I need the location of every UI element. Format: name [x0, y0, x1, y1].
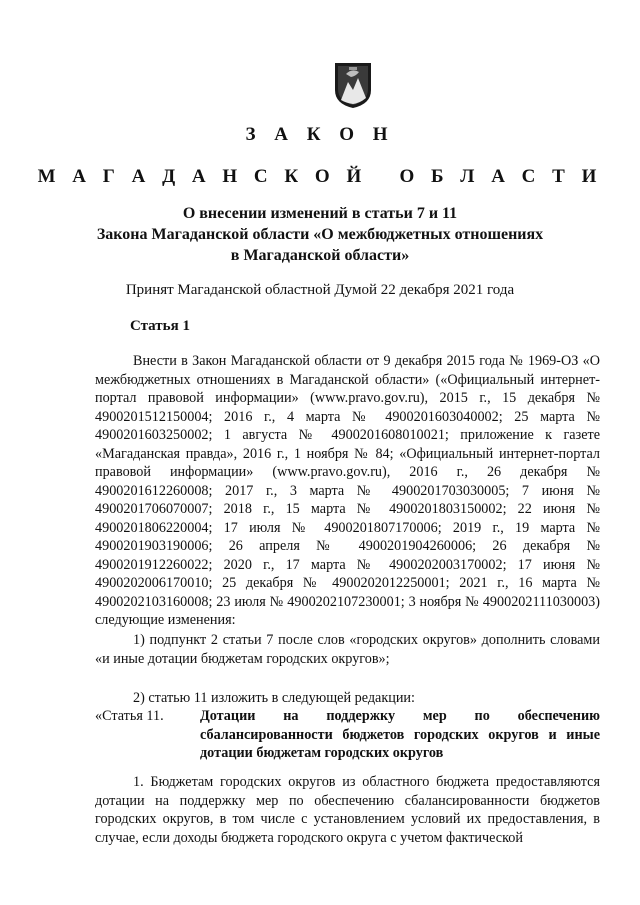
article-1-intro-paragraph [95, 352, 600, 630]
adoption-note: Принят Магаданской областной Думой 22 декабря 2021 года [125, 282, 515, 298]
law-title-line: Закона Магаданской области «О межбюджетных отношениях [96, 226, 544, 243]
amendment-item-1 [95, 631, 600, 668]
article-11-paragraph-1 [95, 773, 600, 847]
paragraph-text: 1. Бюджетам городских округов из областного бюджета предоставляются дотации на поддержку мер по обеспечению сбалансированности бюджетов городских округов, в том числе с установлением условий их предоставления, в случае, если доходы бюджета городского округа с учетом фактической [95, 774, 600, 846]
amendment-item-2 [95, 689, 600, 708]
paragraph-text: 1) подпункт 2 статьи 7 после слов «городских округов» дополнить словами «и иные дотации бюджетам городских округов»; [95, 632, 600, 667]
law-heading: З А К О Н [245, 124, 395, 145]
law-title-line: в Магаданской области» [230, 247, 410, 264]
article-11-title: Дотации на поддержку мер по обеспечению сбалансированности бюджетов городских округов и иные дотации бюджетам городских округов [200, 708, 600, 761]
article-1-heading: Статья 1 [130, 318, 190, 334]
paragraph-text: 2) статью 11 изложить в следующей редакции: [133, 690, 415, 706]
law-title-line: О внесении изменений в статьи 7 и 11 [182, 205, 458, 222]
magadan-crest-icon [332, 60, 374, 110]
law-title [0, 203, 640, 266]
paragraph-text: Внести в Закон Магаданской области от 9 декабря 2015 года № 1969-ОЗ «О межбюджетных отношениях в Магаданской области» («Официальный интернет-портал правовой информации» (www.pravo.gov.ru), 2015 г., 15 декабря № 4900201512150004; 2016 г., 4 марта № 4900201603040002; 25 марта № 4900201603250002; 1 августа № 4900201608010021; приложение к газете «Магаданская правда», 2016 г., 1 ноября № 84; «Официальный интернет-портал правовой информации» (www.pravo.gov.ru), 2016 г., 26 декабря № 4900201612260008; 2017 г., 3 марта № 4900201703030005; 7 июня № 4900201706070007; 2018 г., 15 марта № 4900201803150002; 22 июня № 4900201806220004; 17 июля № 4900201807170006; 2019 г., 19 марта № 4900201903190006; 26 апреля № 4900201904260006; 26 декабря № 4900201912260022; 2020 г., 17 марта № 4900202003170002; 17 июня № 4900202006170010; 25 декабря № 4900202012250001; 2021 г., 16 марта № 4900202103160008; 23 июля № 4900202107230001; 3 ноября № 4900202111030003) следующие изменения: [95, 353, 600, 628]
article-11-label: «Статья 11. [95, 708, 164, 724]
region-heading: М А Г А Д А Н С К О Й О Б Л А С Т И [37, 166, 603, 187]
